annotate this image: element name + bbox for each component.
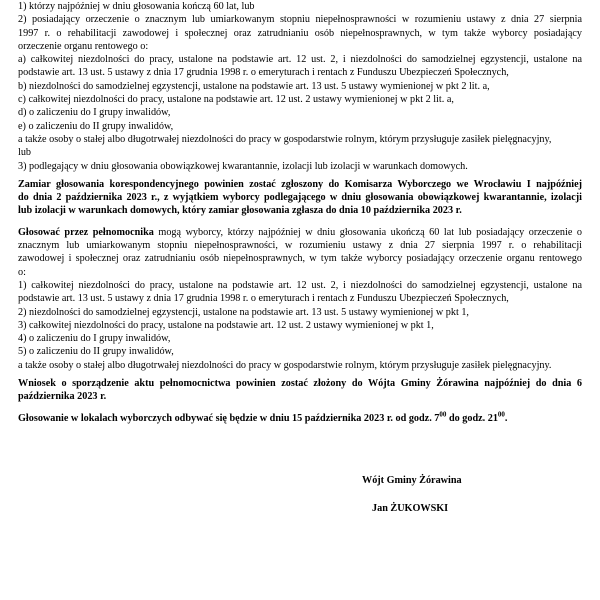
list-item: 1) którzy najpóźniej w dniu głosowania kończą 60 lat, lub	[18, 1, 255, 12]
list-item: orzeczenie organu rentowego o:	[18, 40, 149, 52]
paragraph-line: znacznym lub umiarkowanym stopniu niepełnosprawności, w rozumieniu ustawy z dnia 27 sierpnia 1997 r. o rehabilitacji	[18, 240, 582, 252]
paragraph-line: lub izolacji w warunkach domowych, który zamiar głosowania zgłasza do dnia 10 października 2023 r.	[18, 205, 462, 217]
list-item: d) o zaliczeniu do I grupy inwalidów,	[18, 107, 171, 119]
list-item: e) o zaliczeniu do II grupy inwalidów,	[18, 120, 174, 132]
proxy-lead-bold: Głosować przez pełnomocnika	[18, 226, 154, 238]
polling-hours-paragraph: Głosowanie w lokalach wyborczych odbywać się będzie w dniu 15 października 2023 r. od godz. $7^{00}$ do godz. $21^{00}$.	[18, 410, 508, 424]
list-item: 2) niezdolności do samodzielnej egzystencji, ustalone na podstawie art. 13 ust. 5 ustawy wymienionej w pkt 1,	[18, 306, 469, 318]
paragraph-line: zawodowej i społecznej oraz zatrudnianiu osób niepełnosprawnych, w tym także wyborcy posiadający orzeczenie organu rentowego	[18, 253, 582, 265]
paragraph-line: do dnia 2 października 2023 r., z wyjątkiem wyborcy podlegającego w dniu głosowania obowiązkowej kwarantannie, izolacji	[18, 192, 582, 204]
eligibility-list	[18, 0, 582, 173]
paragraph-line: Wniosek o sporządzenie aktu pełnomocnictwa powinien zostać złożony do Wójta Gminy Żórawina najpóźniej do dnia 6	[18, 378, 582, 390]
list-item: 5) o zaliczeniu do II grupy inwalidów,	[18, 346, 174, 358]
list-item: lub	[18, 147, 32, 159]
list-item: podstawie art. 13 ust. 5 ustawy z dnia 17 grudnia 1998 r. o emeryturach i rentach z Funduszu Ubezpieczeń Społecznych,	[18, 67, 509, 79]
signature-title: Wójt Gminy Żórawina	[362, 475, 462, 486]
list-item: podstawie art. 13 ust. 5 ustawy z dnia 17 grudnia 1998 r. o emeryturach i rentach z Funduszu Ubezpieczeń Społecznych,	[18, 293, 509, 305]
list-item: 3) podlegający w dniu głosowania obowiązkowej kwarantannie, izolacji lub izolacji w warunkach domowych.	[18, 160, 468, 172]
list-item: 2) posiadający orzeczenie o znacznym lub umiarkowanym stopniu niepełnosprawności w rozumieniu ustawy z dnia 27 sierpnia	[18, 14, 582, 26]
paragraph-line	[18, 226, 582, 239]
list-item: 3) całkowitej niezdolności do pracy, ustalone na podstawie art. 12 ust. 2 ustawy wymienionej w pkt 1,	[18, 319, 434, 331]
list-item: a także osoby o stałej albo długotrwałej niezdolności do pracy w gospodarstwie rolnym, którym przysługuje zasiłek pielęgnacyjny,	[18, 133, 552, 145]
list-item: 4) o zaliczeniu do I grupy inwalidów,	[18, 333, 171, 345]
list-item: b) niezdolności do samodzielnej egzystencji, ustalone na podstawie art. 13 ust. 5 ustawy wymienionej w pkt 2 lit. a,	[18, 80, 490, 92]
proxy-request-paragraph	[18, 377, 582, 404]
list-item: 1) całkowitej niezdolności do pracy, ustalone na podstawie art. 12 ust. 2, i niezdolności do samodzielnej egzystencji, ustalone na	[18, 279, 582, 291]
postal-vote-paragraph	[18, 178, 582, 218]
paragraph-line: października 2023 r.	[18, 391, 107, 403]
paragraph-line: Zamiar głosowania korespondencyjnego powinien zostać zgłoszony do Komisarza Wyborczego we Wrocławiu I najpóźniej	[18, 178, 582, 190]
list-item: a także osoby o stałej albo długotrwałej niezdolności do pracy w gospodarstwie rolnym, którym przysługuje zasiłek pielęgnacyjny.	[18, 359, 552, 371]
document-page	[18, 0, 582, 425]
list-item: c) całkowitej niezdolności do pracy, ustalone na podstawie art. 12 ust. 2 ustawy wymienionej w pkt 2 lit. a,	[18, 94, 454, 106]
signature-name: Jan ŻUKOWSKI	[372, 503, 449, 514]
paragraph-line: o:	[18, 266, 26, 278]
proxy-lead-rest: mogą wyborcy, którzy najpóźniej w dniu głosowania ukończą 60 lat lub posiadający orzeczenie o	[153, 226, 582, 238]
list-item: a) całkowitej niezdolności do pracy, ustalone na podstawie art. 12 ust. 2, i niezdolności do samodzielnej egzystencji, ustalone na	[18, 54, 582, 66]
proxy-vote-paragraph	[18, 226, 582, 372]
list-item: 1997 r. o rehabilitacji zawodowej i społecznej oraz zatrudnianiu osób niepełnosprawnych, w tym także wyborcy posiadający	[18, 27, 582, 39]
